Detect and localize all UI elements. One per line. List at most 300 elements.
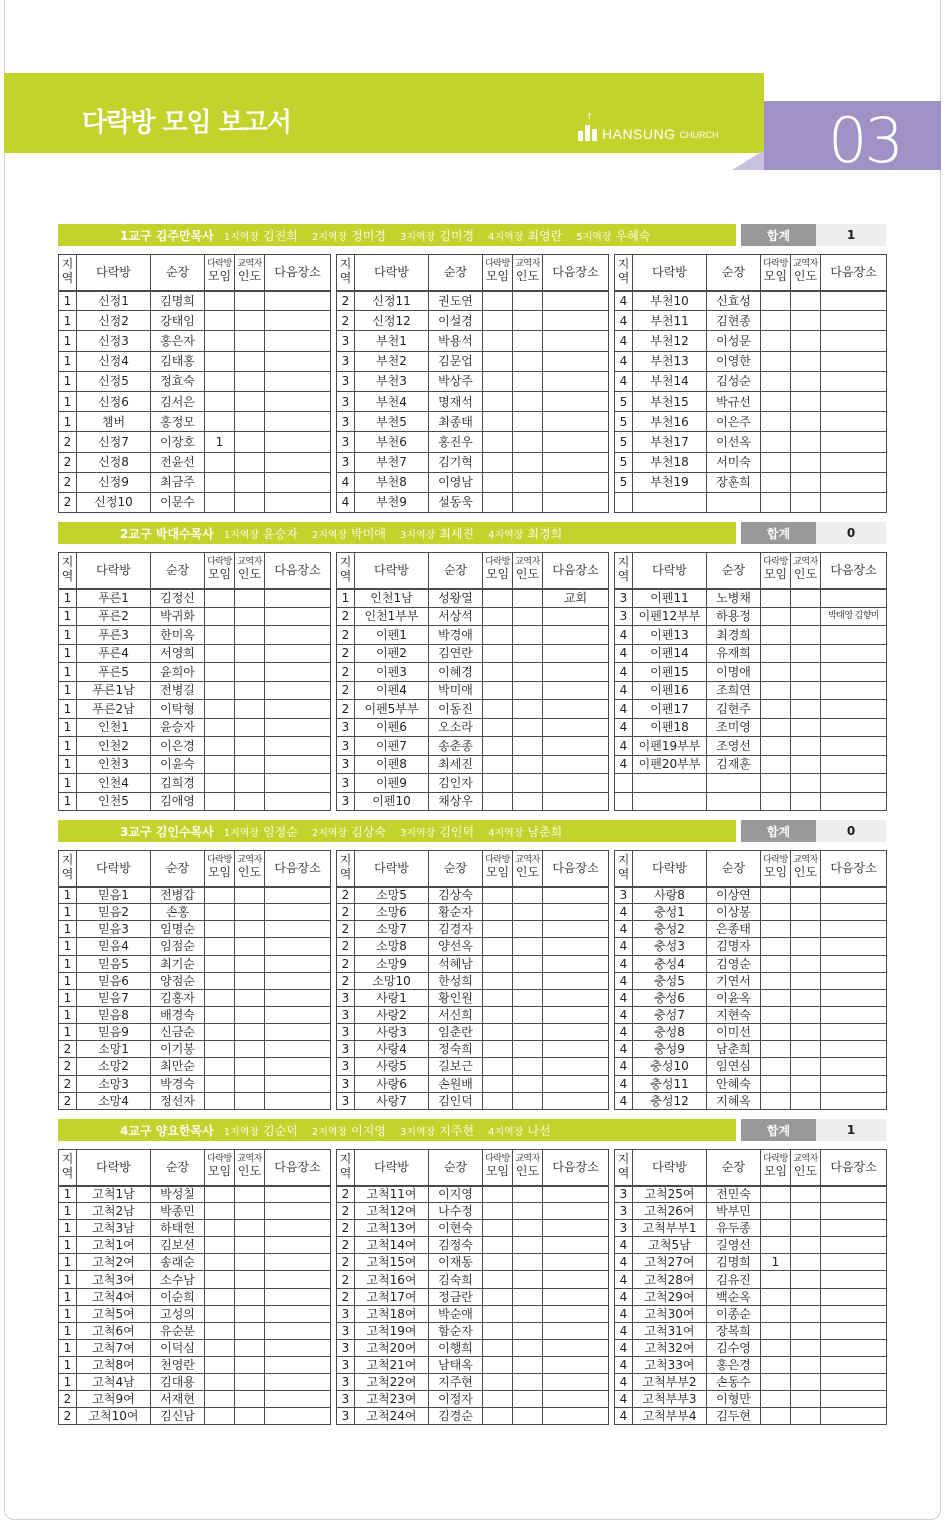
table-header-row (59, 851, 331, 887)
leader-cell: 임연심 (707, 1058, 761, 1075)
next-place-cell (265, 1288, 331, 1305)
region-cell: 4 (615, 1288, 633, 1305)
leader-cell: 신금순 (151, 1024, 205, 1041)
table-row (615, 412, 887, 432)
evangelism-cell (791, 1220, 821, 1237)
evangelism-header (235, 553, 265, 589)
meeting-cell (483, 492, 513, 512)
region-cell: 4 (615, 1006, 633, 1023)
next-place-cell (265, 1186, 331, 1203)
area-leader-name: 김미경 (439, 228, 475, 243)
leader-cell: 배경숙 (151, 1006, 205, 1023)
leader-cell: 최세진 (429, 755, 483, 774)
next-place-header-text: 다음장소 (274, 265, 321, 280)
region-header-text: 지역 (617, 853, 630, 882)
leader-cell: 서신희 (429, 1006, 483, 1023)
meeting-header-text: 다락방 (207, 259, 232, 270)
group-name-cell: 부천15 (633, 391, 707, 411)
leader-cell: 김현종 (707, 311, 761, 331)
region-cell: 4 (615, 1237, 633, 1254)
next-place-cell (265, 472, 331, 492)
evangelism-cell (235, 774, 265, 793)
leader-cell: 이영남 (429, 472, 483, 492)
next-place-cell (265, 1339, 331, 1356)
group-table (614, 1149, 887, 1425)
evangelism-cell (235, 755, 265, 774)
leader-cell: 남태옥 (429, 1356, 483, 1373)
region-cell: 2 (337, 1271, 355, 1288)
group-name-cell: 믿음2 (77, 904, 151, 921)
next-place-cell (821, 972, 887, 989)
leader-cell: 전민숙 (707, 1186, 761, 1203)
region-cell: 3 (337, 351, 355, 371)
next-place-cell (265, 1237, 331, 1254)
leader-cell: 이순희 (151, 1288, 205, 1305)
area-leader-label: 1지역장 (223, 529, 260, 541)
table-row (615, 792, 887, 811)
meeting-cell (205, 774, 235, 793)
leader-cell: 김성순 (707, 371, 761, 391)
next-place-cell (543, 1220, 609, 1237)
region-cell: 1 (337, 589, 355, 608)
area-leader-label: 3지역장 (399, 1126, 436, 1138)
table-row (59, 755, 331, 774)
area-leader-name: 김상숙 (351, 824, 386, 839)
leader-cell: 김영순 (707, 955, 761, 972)
district-title (120, 1122, 214, 1139)
meeting-cell (205, 291, 235, 311)
next-place-cell (821, 663, 887, 682)
next-place-header-text: 다음장소 (274, 563, 321, 578)
group-header-text: 다락방 (652, 563, 687, 578)
evangelism-cell (513, 1186, 543, 1203)
group-header-text: 다락방 (652, 265, 687, 280)
table-row (59, 1305, 331, 1322)
evangelism-cell (791, 755, 821, 774)
region-cell: 2 (337, 663, 355, 682)
leader-cell: 박상주 (429, 371, 483, 391)
next-place-header-text: 다음장소 (552, 1160, 599, 1175)
meeting-header (205, 851, 235, 887)
meeting-header-text: 모임 (763, 567, 788, 582)
brand-sub: CHURCH (679, 130, 719, 140)
meeting-cell (205, 663, 235, 682)
next-place-cell (265, 412, 331, 432)
group-header (633, 255, 707, 291)
table-row (337, 331, 609, 351)
area-leader-name: 정미경 (351, 228, 386, 243)
leader-cell: 김재훈 (707, 755, 761, 774)
region-cell: 2 (337, 1203, 355, 1220)
region-cell: 1 (59, 1356, 77, 1373)
group-name-cell: 이펜6 (355, 718, 429, 737)
group-name-cell: 고척13여 (355, 1220, 429, 1237)
region-cell: 3 (337, 774, 355, 793)
evangelism-cell (235, 1006, 265, 1023)
next-place-header-text: 다음장소 (552, 861, 599, 876)
table-row (615, 1271, 887, 1288)
group-name-cell: 고척27여 (633, 1254, 707, 1271)
next-place-header-text: 다음장소 (830, 563, 877, 578)
leader-cell: 최경희 (707, 626, 761, 645)
leader-cell: 백순옥 (707, 1288, 761, 1305)
table-row (337, 921, 609, 938)
region-cell: 1 (59, 972, 77, 989)
total-label: 합계 (741, 820, 816, 842)
group-header-text: 다락방 (374, 563, 409, 578)
meeting-cell (205, 904, 235, 921)
table-row (615, 1220, 887, 1237)
region-cell: 4 (615, 904, 633, 921)
evangelism-cell (513, 351, 543, 371)
leader-header (151, 851, 205, 887)
leader-cell: 지주현 (429, 1374, 483, 1391)
area-leader-name: 김인덕 (439, 824, 475, 839)
table-row (337, 1041, 609, 1058)
group-name-cell: 부천5 (355, 412, 429, 432)
group-name-cell: 사랑5 (355, 1058, 429, 1075)
group-name-cell: 부천1 (355, 331, 429, 351)
region-cell: 4 (615, 989, 633, 1006)
meeting-cell (761, 1041, 791, 1058)
evangelism-cell (791, 331, 821, 351)
meeting-cell (761, 700, 791, 719)
leader-cell: 이혜경 (429, 663, 483, 682)
next-place-cell (821, 432, 887, 452)
evangelism-cell (235, 351, 265, 371)
region-cell: 1 (59, 331, 77, 351)
region-cell: 1 (59, 737, 77, 756)
meeting-cell (205, 1322, 235, 1339)
group-name-cell: 신정12 (355, 311, 429, 331)
leader-cell: 나수정 (429, 1203, 483, 1220)
total-label: 합계 (741, 522, 816, 544)
evangelism-cell (791, 700, 821, 719)
evangelism-cell (513, 1356, 543, 1373)
leader-cell: 이성문 (707, 331, 761, 351)
evangelism-cell (235, 904, 265, 921)
brand-logo (578, 112, 719, 142)
table-header-row (337, 1150, 609, 1186)
group-name-cell: 이펜9 (355, 774, 429, 793)
region-cell: 4 (615, 1374, 633, 1391)
group-name-cell: 고척3여 (77, 1271, 151, 1288)
meeting-cell (483, 737, 513, 756)
evangelism-header-text: 교역자 (515, 855, 540, 866)
next-place-cell (821, 492, 887, 512)
district-title (120, 823, 214, 840)
table-row (615, 972, 887, 989)
region-cell: 4 (615, 351, 633, 371)
group-name-cell: 고척부부2 (633, 1374, 707, 1391)
region-cell: 4 (615, 972, 633, 989)
meeting-cell (205, 1186, 235, 1203)
region-cell: 2 (59, 1041, 77, 1058)
region-cell: 5 (615, 432, 633, 452)
region-cell (615, 492, 633, 512)
evangelism-header (791, 851, 821, 887)
evangelism-header (513, 851, 543, 887)
leader-cell: 안혜숙 (707, 1075, 761, 1092)
table-row (337, 1374, 609, 1391)
group-header (355, 255, 429, 291)
leader-cell: 홍정모 (151, 412, 205, 432)
group-name-cell: 소망9 (355, 955, 429, 972)
meeting-header-text: 다락방 (207, 1154, 232, 1165)
group-name-cell: 소망3 (77, 1075, 151, 1092)
leader-cell: 김대용 (151, 1374, 205, 1391)
area-leader-name: 김순덕 (263, 1123, 298, 1138)
meeting-cell (483, 1186, 513, 1203)
evangelism-header (235, 851, 265, 887)
table-row (615, 1041, 887, 1058)
group-name-cell: 고척4남 (77, 1374, 151, 1391)
region-cell: 2 (337, 938, 355, 955)
group-name-cell: 부천8 (355, 472, 429, 492)
leader-cell: 손원배 (429, 1075, 483, 1092)
total-label: 합계 (741, 224, 816, 246)
next-place-cell (265, 311, 331, 331)
next-place-cell (821, 774, 887, 793)
table-header-row (615, 255, 887, 291)
group-name-cell: 신정1 (77, 291, 151, 311)
leader-cell: 남춘희 (707, 1041, 761, 1058)
group-name-cell: 고척1남 (77, 1186, 151, 1203)
leader-cell: 송래순 (151, 1254, 205, 1271)
table-row (59, 938, 331, 955)
next-place-cell (265, 1254, 331, 1271)
evangelism-cell (235, 644, 265, 663)
meeting-cell (205, 700, 235, 719)
meeting-cell (761, 311, 791, 331)
meeting-cell (483, 1058, 513, 1075)
table-row (615, 989, 887, 1006)
next-place-header (821, 851, 887, 887)
group-table (58, 1149, 331, 1425)
meeting-cell (483, 1271, 513, 1288)
next-place-cell (265, 432, 331, 452)
leader-header (429, 851, 483, 887)
group-name-cell: 충성9 (633, 1041, 707, 1058)
group-name-cell: 충성1 (633, 904, 707, 921)
region-header (615, 255, 633, 291)
leader-header (429, 553, 483, 589)
meeting-cell (483, 681, 513, 700)
meeting-cell (205, 938, 235, 955)
leader-header-text: 순장 (443, 563, 468, 578)
evangelism-header-text: 교역자 (237, 259, 262, 270)
region-cell: 4 (615, 681, 633, 700)
evangelism-header-text: 인도 (515, 269, 540, 284)
next-place-cell (821, 887, 887, 904)
leader-cell: 길보근 (429, 1058, 483, 1075)
leader-cell: 이동진 (429, 700, 483, 719)
evangelism-cell (791, 644, 821, 663)
next-place-cell (265, 1024, 331, 1041)
leader-cell: 장훈희 (707, 472, 761, 492)
meeting-header-text: 모임 (485, 1164, 510, 1179)
evangelism-cell (791, 452, 821, 472)
district-header (58, 820, 886, 844)
leader-cell: 박경애 (429, 626, 483, 645)
evangelism-cell (513, 371, 543, 391)
region-header (615, 851, 633, 887)
evangelism-cell (513, 1075, 543, 1092)
table-row (337, 1305, 609, 1322)
table-row (59, 371, 331, 391)
table-header-row (337, 553, 609, 589)
table-row (337, 1408, 609, 1425)
evangelism-cell (513, 938, 543, 955)
group-name-cell: 고척2여 (77, 1254, 151, 1271)
meeting-cell (761, 1075, 791, 1092)
leader-cell: 최만순 (151, 1058, 205, 1075)
total-label: 합계 (741, 1119, 816, 1141)
table-row (337, 1006, 609, 1023)
leader-cell: 전윤선 (151, 452, 205, 472)
next-place-cell (821, 589, 887, 608)
group-name-cell: 고척19여 (355, 1322, 429, 1339)
region-cell: 3 (337, 1391, 355, 1408)
group-name-cell: 이펜17 (633, 700, 707, 719)
evangelism-cell (235, 1305, 265, 1322)
evangelism-header (791, 255, 821, 291)
meeting-cell (483, 1288, 513, 1305)
meeting-header-text: 다락방 (763, 557, 788, 568)
table-row (615, 1203, 887, 1220)
table-row (59, 1408, 331, 1425)
meeting-cell (205, 331, 235, 351)
region-cell (615, 792, 633, 811)
region-cell: 2 (59, 472, 77, 492)
group-name-cell: 고척1여 (77, 1237, 151, 1254)
region-cell: 4 (615, 700, 633, 719)
group-name-cell: 신정7 (77, 432, 151, 452)
leader-cell: 노병채 (707, 589, 761, 608)
meeting-cell (761, 1271, 791, 1288)
next-place-cell (543, 1041, 609, 1058)
group-name-cell: 고척부부4 (633, 1408, 707, 1425)
leader-cell: 김인자 (429, 774, 483, 793)
evangelism-cell (791, 291, 821, 311)
meeting-cell (483, 1305, 513, 1322)
district-number: 3교구 (120, 824, 152, 839)
leader-cell (707, 792, 761, 811)
leader-cell: 서영희 (151, 644, 205, 663)
evangelism-cell (513, 1237, 543, 1254)
leader-cell: 이형만 (707, 1391, 761, 1408)
leader-header-text: 순장 (165, 861, 190, 876)
table-row (615, 1024, 887, 1041)
district-number: 1교구 (120, 228, 152, 243)
leader-cell: 박순애 (429, 1305, 483, 1322)
meeting-cell (483, 755, 513, 774)
region-cell: 2 (59, 452, 77, 472)
meeting-cell (761, 1305, 791, 1322)
table-row (337, 1092, 609, 1109)
leader-cell: 조미영 (707, 718, 761, 737)
meeting-cell (761, 755, 791, 774)
table-header-row (615, 851, 887, 887)
region-cell: 1 (59, 887, 77, 904)
next-place-cell (265, 887, 331, 904)
next-place-cell (265, 718, 331, 737)
total-value: 0 (816, 522, 886, 544)
evangelism-cell (791, 681, 821, 700)
table-row (337, 755, 609, 774)
tab-fold (732, 150, 764, 170)
evangelism-cell (235, 371, 265, 391)
leader-cell: 장복희 (707, 1322, 761, 1339)
region-cell: 1 (59, 904, 77, 921)
region-cell: 2 (59, 432, 77, 452)
group-header (355, 851, 429, 887)
next-place-cell (543, 291, 609, 311)
group-table (58, 850, 331, 1110)
meeting-cell (483, 1006, 513, 1023)
leader-cell: 한미옥 (151, 626, 205, 645)
table-header-row (337, 851, 609, 887)
evangelism-cell (235, 972, 265, 989)
meeting-header (761, 851, 791, 887)
group-name-cell: 소망4 (77, 1092, 151, 1109)
next-place-cell (543, 1408, 609, 1425)
region-cell: 1 (59, 311, 77, 331)
region-cell: 3 (615, 589, 633, 608)
group-name-cell: 부천10 (633, 291, 707, 311)
evangelism-cell (513, 1254, 543, 1271)
table-row (337, 1237, 609, 1254)
next-place-cell: 교회 (543, 589, 609, 608)
group-header-text: 다락방 (652, 1160, 687, 1175)
region-cell: 4 (615, 1391, 633, 1408)
table-row (59, 989, 331, 1006)
region-cell: 3 (337, 371, 355, 391)
evangelism-cell (235, 1356, 265, 1373)
leader-cell: 전병길 (151, 681, 205, 700)
table-row (59, 904, 331, 921)
table-row (337, 938, 609, 955)
region-cell: 3 (337, 1339, 355, 1356)
table-row (615, 311, 887, 331)
next-place-cell (821, 391, 887, 411)
leader-cell: 양점순 (151, 972, 205, 989)
meeting-cell (205, 1075, 235, 1092)
region-cell: 2 (337, 644, 355, 663)
leader-header-text: 순장 (443, 861, 468, 876)
meeting-cell (205, 472, 235, 492)
evangelism-cell (791, 432, 821, 452)
leader-cell: 박성칠 (151, 1186, 205, 1203)
leader-cell: 이종순 (707, 1305, 761, 1322)
leader-cell: 이덕심 (151, 1339, 205, 1356)
table-header-row (615, 553, 887, 589)
meeting-cell (205, 644, 235, 663)
table-row (59, 1092, 331, 1109)
next-place-cell (265, 1203, 331, 1220)
next-place-cell (821, 1203, 887, 1220)
region-cell: 4 (337, 492, 355, 512)
group-name-cell: 푸른4 (77, 644, 151, 663)
group-name-cell: 충성12 (633, 1092, 707, 1109)
meeting-cell (483, 644, 513, 663)
region-cell: 4 (615, 1322, 633, 1339)
leader-cell: 김서은 (151, 391, 205, 411)
meeting-cell (761, 989, 791, 1006)
meeting-header (761, 255, 791, 291)
region-cell: 1 (59, 755, 77, 774)
group-name-cell: 충성3 (633, 938, 707, 955)
